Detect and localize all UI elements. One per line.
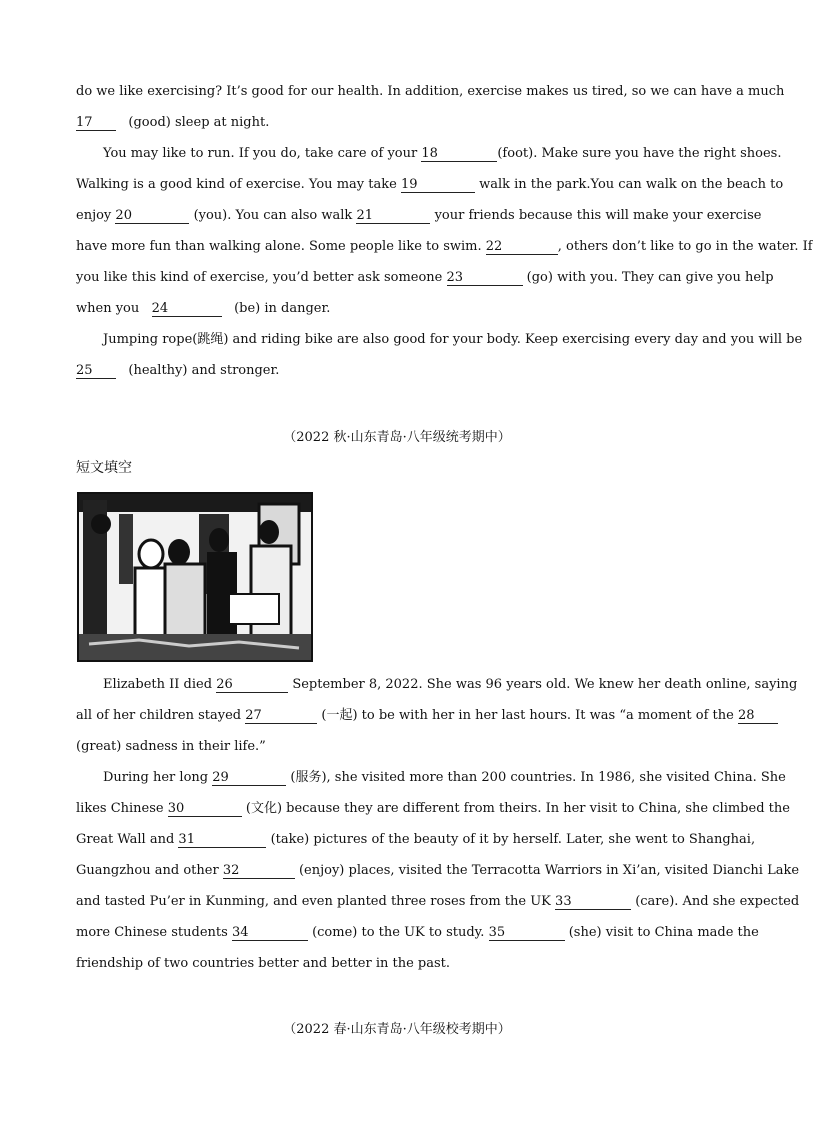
answer-blank[interactable]: 27 xyxy=(245,708,317,724)
answer-blank[interactable]: 25 xyxy=(76,363,116,379)
answer-blank[interactable]: 24 xyxy=(152,301,222,317)
text-line: you like this kind of exercise, you’d better ask someone 23 (go) with you. They can give you help xyxy=(76,270,774,285)
answer-blank[interactable]: 19 xyxy=(401,177,475,193)
text-line: Great Wall and 31 (take) pictures of the beauty of it by herself. Later, she went to Shanghai, xyxy=(76,832,756,847)
source-note-2: （2022 春·山东青岛·八年级校考期中） xyxy=(283,1022,511,1037)
text-line: During her long 29 (服务), she visited more than 200 countries. In 1986, she visited China. She xyxy=(103,770,786,785)
text-line: likes Chinese 30 (文化) because they are different from theirs. In her visit to China, she climbed the xyxy=(76,801,790,816)
text-line: more Chinese students 34 (come) to the UK to study. 35 (she) visit to China made the xyxy=(76,925,759,940)
answer-blank[interactable]: 31 xyxy=(178,832,266,848)
text-line: Walking is a good kind of exercise. You may take 19 walk in the park.You can walk on the beach to xyxy=(76,177,784,192)
answer-blank[interactable]: 34 xyxy=(232,925,308,941)
text-line: do we like exercising? It’s good for our health. In addition, exercise makes us tired, so we can have a much xyxy=(76,84,785,99)
answer-blank[interactable]: 29 xyxy=(212,770,286,786)
answer-blank[interactable]: 33 xyxy=(555,894,631,910)
answer-blank[interactable]: 28 xyxy=(738,708,778,724)
answer-blank[interactable]: 17 xyxy=(76,115,116,131)
text-line: 17 (good) sleep at night. xyxy=(76,115,270,130)
news-photo xyxy=(77,492,313,662)
text-line: friendship of two countries better and better in the past. xyxy=(76,956,451,971)
text-line: when you 24 (be) in danger. xyxy=(76,301,331,316)
passage-2 xyxy=(76,669,800,979)
source-note-1: （2022 秋·山东青岛·八年级统考期中） xyxy=(283,430,511,445)
answer-blank[interactable]: 22 xyxy=(486,239,558,255)
text-line: Jumping rope(跳绳) and riding bike are also good for your body. Keep exercising every day and you will be xyxy=(103,332,803,347)
answer-blank[interactable]: 21 xyxy=(356,208,430,224)
photo-image xyxy=(79,494,311,660)
text-line: have more fun than walking alone. Some people like to swim. 22 , others don’t like to go in the water. If xyxy=(76,239,813,254)
text-line: and tasted Pu’er in Kunming, and even planted three roses from the UK 33 (care). And she expected xyxy=(76,894,800,909)
text-line: You may like to run. If you do, take care of your 18 (foot). Make sure you have the right shoes. xyxy=(103,146,782,161)
answer-blank[interactable]: 35 xyxy=(489,925,565,941)
text-line: 25 (healthy) and stronger. xyxy=(76,363,280,378)
text-line: Guangzhou and other 32 (enjoy) places, visited the Terracotta Warriors in Xi’an, visited Dianchi Lake xyxy=(76,863,800,878)
text-line: (great) sadness in their life.” xyxy=(76,739,266,754)
answer-blank[interactable]: 30 xyxy=(168,801,242,817)
text-line: Elizabeth II died 26 September 8, 2022. She was 96 years old. We knew her death online, saying xyxy=(103,677,798,692)
answer-blank[interactable]: 26 xyxy=(216,677,288,693)
text-line: all of her children stayed 27 (一起) to be with her in her last hours. It was “a moment of the 28 xyxy=(76,700,718,731)
section-label: 短文填空 xyxy=(76,460,132,476)
passage-1 xyxy=(76,76,813,386)
answer-blank[interactable]: 20 xyxy=(115,208,189,224)
answer-blank[interactable]: 23 xyxy=(447,270,523,286)
answer-blank[interactable]: 18 xyxy=(421,146,497,162)
answer-blank[interactable]: 32 xyxy=(223,863,295,879)
text-line: enjoy 20 (you). You can also walk 21 your friends because this will make your exercise xyxy=(76,208,762,223)
